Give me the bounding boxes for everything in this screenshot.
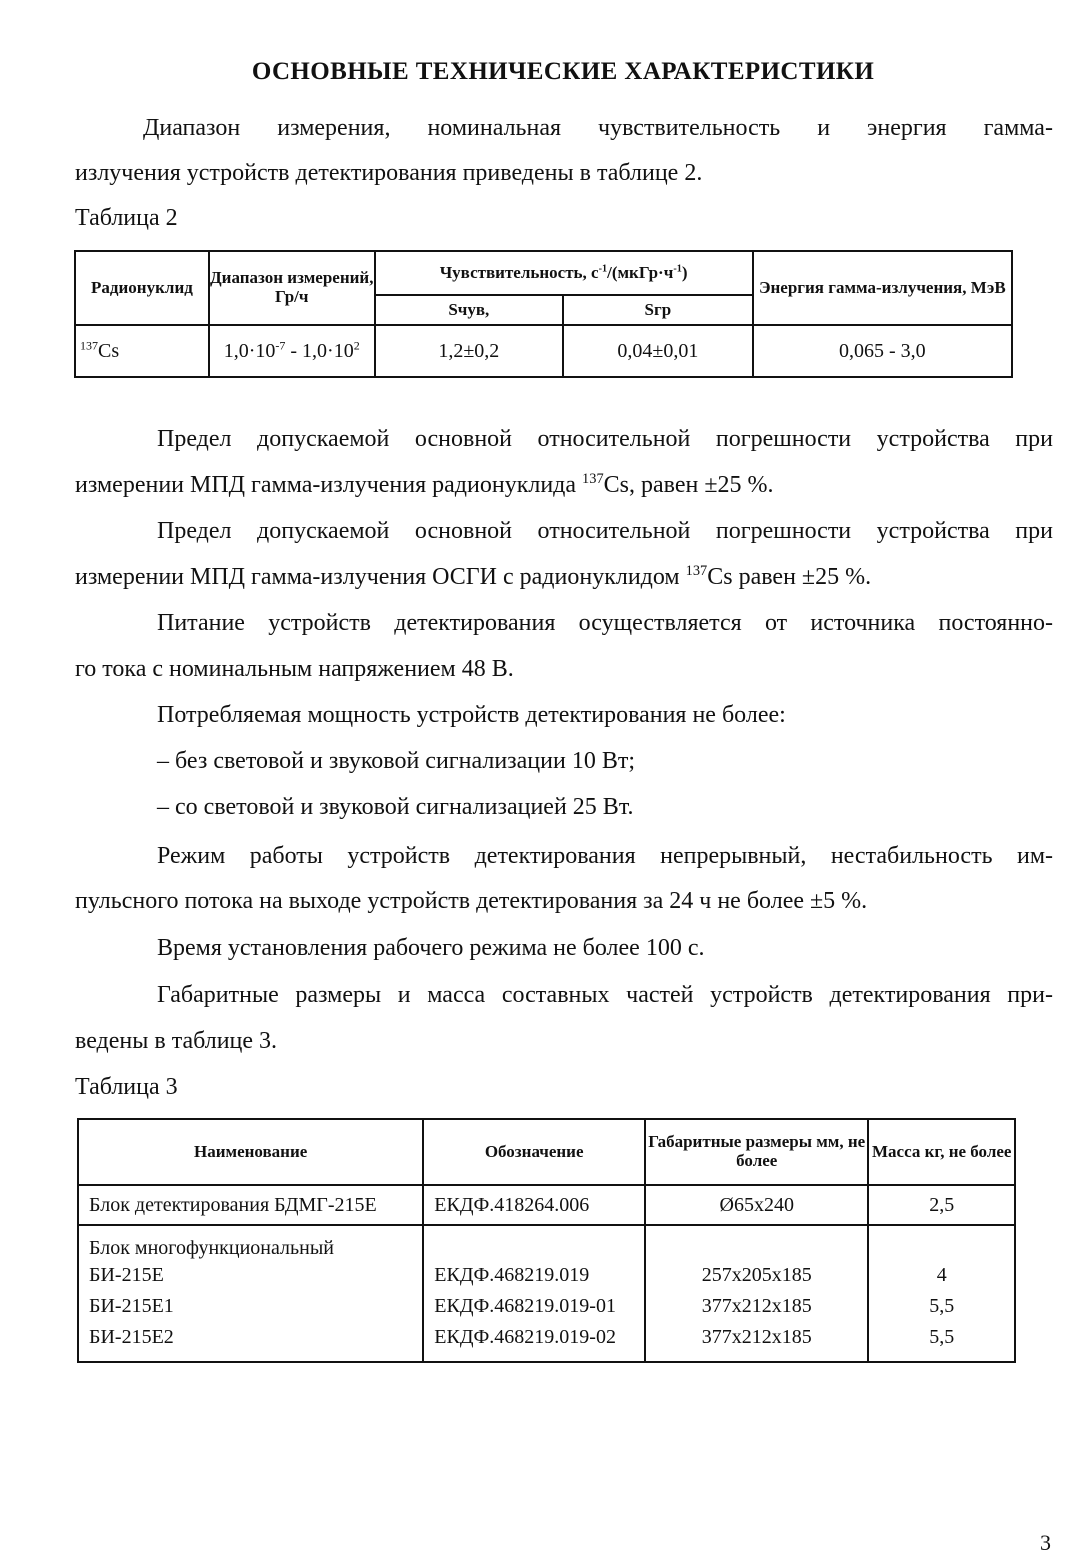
list-item: БИ-215Е (89, 1264, 164, 1286)
header-nuclide: Радионуклид (75, 251, 209, 325)
header-s-chuv: Sчув, (375, 295, 564, 325)
word: при (1015, 426, 1053, 452)
word: устройства (876, 518, 990, 544)
para-4: Потребляемая мощность устройств детектирования не более: (157, 702, 786, 728)
word: допускаемой (257, 426, 390, 452)
word: чувствительность (598, 115, 781, 141)
list-item: БИ-215Е1 (89, 1295, 174, 1317)
para-3-line-2: го тока с номинальным напряжением 48 В. (75, 656, 514, 682)
word: при (1015, 518, 1053, 544)
word: им- (1016, 843, 1053, 869)
word: относительной (537, 518, 691, 544)
table-3 (77, 1118, 1016, 1363)
para-8: Время установления рабочего режима не более 100 с. (157, 935, 705, 961)
word: допускаемой (257, 518, 390, 544)
list-item: ЕКДФ.468219.019-01 (434, 1295, 616, 1317)
word: основной (414, 518, 513, 544)
word: Диапазон (143, 115, 241, 141)
word: и (397, 982, 411, 1008)
list-item: Блок многофункциональный (89, 1237, 334, 1259)
word: детектирования (829, 982, 991, 1008)
word: номинальная (427, 115, 562, 141)
word: размеры (295, 982, 382, 1008)
table-2 (74, 250, 1013, 378)
word: устройства (876, 426, 990, 452)
row1-name: Блок детектирования БДМГ-215Е (78, 1185, 423, 1225)
word: осуществляется (578, 610, 742, 636)
para-9-line-2: ведены в таблице 3. (75, 1028, 278, 1054)
header-energy: Энергия гамма-излучения, МэВ (753, 251, 1012, 325)
header-name: Наименование (78, 1119, 423, 1185)
word: устройств (710, 982, 813, 1008)
list-item: 257x205x185 (701, 1264, 812, 1286)
para-1-line-1 (157, 426, 1053, 453)
word: энергия (867, 115, 947, 141)
word: и (817, 115, 831, 141)
word: постоянно- (938, 610, 1053, 636)
cell-range: $1,0\cdot 10^{-7} - 1,0\cdot 10^2$ (209, 325, 375, 377)
list-item: 4 (936, 1264, 947, 1286)
list-item: 377x212x185 (701, 1326, 812, 1348)
cell-energy: 0,065 - 3,0 (753, 325, 1012, 377)
word: Предел (157, 426, 232, 452)
row2-names (78, 1225, 423, 1362)
header-s-gr: Sгр (563, 295, 753, 325)
para-7-line-1 (157, 843, 1053, 870)
list-item: 5,5 (929, 1295, 955, 1317)
row1-code: ЕКДФ.418264.006 (423, 1185, 645, 1225)
header-range: Диапазон измерений, Гр/ч (209, 251, 375, 325)
header-sensitivity: Чувствительность, $с^{-1}/(мкГр\cdot ч^{-1})$ (375, 251, 753, 295)
word: нестабильность (830, 843, 993, 869)
intro-line-1 (143, 115, 1053, 142)
para-7-line-2: пульсного потока на выходе устройств детектирования за 24 ч не более ±5 %. (75, 888, 868, 914)
word: Режим (157, 843, 226, 869)
row1-dims: Ø65x240 (645, 1185, 868, 1225)
header-mass: Масса кг, не более (868, 1119, 1015, 1185)
row2-dims (645, 1225, 868, 1362)
word: Предел (157, 518, 232, 544)
cell-s-gr: 0,04±0,01 (563, 325, 753, 377)
word: относительной (537, 426, 691, 452)
word: Питание (157, 610, 245, 636)
header-dims: Габаритные размеры мм, не более (645, 1119, 868, 1185)
word: работы (249, 843, 323, 869)
intro-line-2: излучения устройств детектирования приведены в таблице 2. (75, 160, 703, 186)
cell-s-chuv: 1,2±0,2 (375, 325, 564, 377)
list-item (646, 1236, 867, 1260)
word: при- (1007, 982, 1053, 1008)
word: от (764, 610, 788, 636)
word: измерения, (277, 115, 391, 141)
list-item: 5,5 (929, 1326, 955, 1348)
word: детектирования (394, 610, 556, 636)
word: устройств (347, 843, 451, 869)
para-3-line-1 (157, 610, 1053, 637)
word: частей (626, 982, 694, 1008)
word: масса (427, 982, 486, 1008)
list-item: БИ-215Е2 (89, 1326, 174, 1348)
table3-caption: Таблица 3 (75, 1074, 178, 1100)
list-item (869, 1236, 1014, 1260)
table2-caption: Таблица 2 (75, 205, 178, 231)
para-2-line-2: измерении МПД гамма-излучения ОСГИ с радионуклидом $^{137}$Cs равен ±25 %. (75, 563, 872, 590)
para-1-line-2: измерении МПД гамма-излучения радионуклида $^{137}$Cs, равен ±25 %. (75, 471, 774, 498)
para-9-line-1 (157, 982, 1053, 1009)
list-item: ЕКДФ.468219.019-02 (434, 1326, 616, 1348)
cell-nuclide: $^{137}$Cs (75, 325, 209, 377)
word: устройств (268, 610, 371, 636)
list-item (434, 1236, 644, 1260)
word: детектирования (474, 843, 636, 869)
word: погрешности (715, 426, 852, 452)
word: гамма- (983, 115, 1053, 141)
row2-codes (423, 1225, 645, 1362)
word: непрерывный, (660, 843, 807, 869)
list-item-2: – со световой и звуковой сигнализацией 25 Вт. (157, 794, 634, 820)
word: источника (810, 610, 916, 636)
header-code: Обозначение (423, 1119, 645, 1185)
word: составных (501, 982, 610, 1008)
word: Габаритные (157, 982, 279, 1008)
row2-mass (868, 1225, 1015, 1362)
para-2-line-1 (157, 518, 1053, 545)
page-title: ОСНОВНЫЕ ТЕХНИЧЕСКИЕ ХАРАКТЕРИСТИКИ (251, 58, 875, 85)
list-item: ЕКДФ.468219.019 (434, 1264, 590, 1286)
list-item: 377x212x185 (701, 1295, 812, 1317)
word: погрешности (715, 518, 852, 544)
row1-mass: 2,5 (868, 1185, 1015, 1225)
word: основной (414, 426, 513, 452)
list-item-1: – без световой и звуковой сигнализации 10 Вт; (157, 748, 635, 774)
page-number: 3 (1040, 1530, 1051, 1555)
